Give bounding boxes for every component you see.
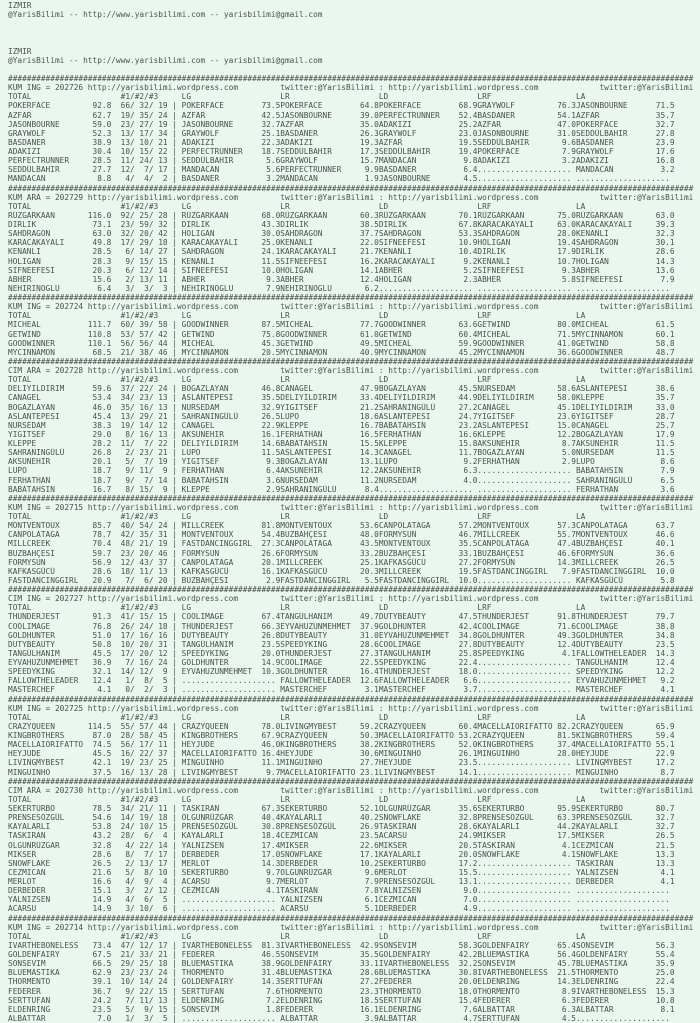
column-header-line: TOTAL #1/#2/#3 LG LR LD LRF LA	[8, 512, 586, 521]
column-header-line: TOTAL #1/#2/#3 LG LR LD LRF LA	[8, 931, 586, 941]
section-kum-ing-202715	[8, 494, 700, 585]
table-row: SPEEDYKING 32.1 14/ 12/ 9 | EYVAHUZUNMEHMET 10.3GOLDHUNTER 16.4THUNDERJEST 18.0.................... SPEEDYKING 12.2	[8, 667, 675, 677]
table-row: SONSEVIM 66.5 29/ 25/ 18 | BLUEMASTIKA 38.9GOLDENFAIRY 33.1IVARTHEBONELESS 32.2SONSEVIM 45.7BLUEMASTIKA 35.9	[8, 959, 675, 969]
separator-line: ##################################################################################################################################################	[8, 493, 694, 503]
table-row: KAFKASGÜCÜ 28.6 18/ 11/ 13 | KAFKASGÜCÜ 16.1KAFKASGÜCÜ 20.3MILLCREEK 19.5FASTDANCINGGIRL 7.9FASTDANCINGGIRL 10.0	[8, 566, 675, 576]
separator-line: ##################################################################################################################################################	[8, 74, 694, 83]
table-row: ACARSU 14.9 3/ 10/ 6 | .................... ACARSU 5.1DERBEDER 4.9.................... ....................	[8, 904, 675, 914]
table-row: KINGBROTHERS 87.0 28/ 58/ 45 | KINGBROTHERS 67.9CRAZYQUEEN 50.3MACELLAIORIFATTO 53.2CRAZYQUEEN 81.5KINGBROTHERS 59.4	[8, 731, 675, 740]
table-row: PRENSESÖZGÜL 54.6 14/ 19/ 18 | OLGUNRÜZGAR 40.4KAYALARLI 40.2SNOWFLAKE 32.8PRENSESÖZGÜL 63.3PRENSESÖZGÜL 32.7	[8, 813, 675, 823]
table-row: TASKIRAN 43.2 28/ 6/ 4 | KAYALARLI 18.4CEZMICAN 23.5ACARSU 24.9MIKSER 17.5MIKSER 26.5	[8, 831, 675, 841]
section-title-line: KUM ING = 202725 http://yarisbilimi.wordpress.com twitter:@YarisBilimi : http://yarisbilimi.wordpress.com twitter:@YarisBilimi	[8, 703, 694, 713]
table-row: HEYJUDE 45.5 16/ 22/ 37 | MACELLAIORIFATTO 16.4HEYJUDE 30.6MINGUINHO 26.1MINGUINHO 28.0HEYJUDE 22.9	[8, 749, 675, 759]
blank-line	[8, 65, 700, 74]
table-row: AZFAR 62.7 19/ 35/ 24 | AZFAR 42.5JASONBOURNE 39.0PERFECTRUNNER 52.4BASDANER 54.1AZFAR 35.7	[8, 110, 675, 120]
table-row: DUTYBEAUTY 50.8 10/ 20/ 31 | TANGÜLHANIM 23.5SPEEDYKING 28.6COOLIMAGE 27.8DUTYBEAUTY 12.4DUTYBEAUTY 23.5	[8, 639, 675, 649]
table-row: THORMENTO 39.1 10/ 14/ 24 | GOLDENFAIRY 14.3SERTTUFAN 27.2FEDERER 20.0ELDENRING 14.3ELDENRING 22.4	[8, 977, 675, 987]
table-row: BUZBAHÇESI 59.7 23/ 20/ 46 | FORMYSUN 26.6FORMYSUN 33.2BUZBAHÇESI 33.1BUZBAHÇESI 46.6FORMYSUN 36.6	[8, 548, 675, 558]
section-title-line: KUM ING = 202715 http://yarisbilimi.wordpress.com twitter:@YarisBilimi : http://yarisbilimi.wordpress.com twitter:@YarisBilimi	[8, 502, 694, 512]
table-row: GOODWINNER 110.1 56/ 56/ 44 | MICHEAL 45.3GETWIND 49.5MICHEAL 59.9GOODWINNER 41.0GETWIND 58.8	[8, 338, 675, 348]
table-row: KENANLI 28.5 6/ 14/ 27 | SAHDRAGON 24.1KARACAKAYALI 21.7KENANLI 10.4DIRLIK 17.9DIRLIK 28.6	[8, 247, 675, 257]
table-row: KLEPPE 28.2 11/ 7/ 22 | DELIYILDIRIM 14.6BABATAHSIN 15.5KLEPPE 15.8AKSUNEHIR 8.7AKSUNEHIR 11.5	[8, 439, 675, 448]
table-row: DELIYILDIRIM 59.6 37/ 22/ 24 | BOGAZLAYAN 46.8CANAGEL 47.9BOGAZLAYAN 45.5NURSEDAM 58.6ASLANTEPESI 38.6	[8, 384, 675, 394]
table-row: DIRLIK 73.1 23/ 59/ 32 | DIRLIK 43.3DIRLIK 38.5DIRLIK 67.8KARACAKAYALI 63.0KARACAKAYALI 39.3	[8, 220, 675, 229]
table-row: LIVINGMYBEST 42.1 19/ 23/ 25 | MINGUINHO 11.1MINGUINHO 27.7HEYJUDE 23.5.................... LIVINGMYBEST 17.2	[8, 758, 675, 768]
table-row: BLUEMASTIKA 62.9 23/ 23/ 24 | THORMENTO 31.4BLUEMASTIKA 28.6BLUEMASTIKA 30.8IVARTHEBONELESS 21.5THORMENTO 25.0	[8, 968, 675, 978]
table-row: FORMYSUN 56.9 12/ 43/ 37 | CANPOLATAGA 20.1MILLCREEK 25.1KAFKASGÜCÜ 27.2FORMYSUN 14.3MILLCREEK 26.5	[8, 557, 675, 567]
table-row: HOLIGAN 28.3 9/ 15/ 15 | KENANLI 11.5SIFNEEFESI 16.2KARACAKAYALI 9.2KENANLI 10.7HOLIGAN 14.3	[8, 256, 675, 266]
separator-line: ##################################################################################################################################################	[8, 913, 694, 923]
table-row: FASTDANCINGGIRL 20.9 7/ 6/ 20 | BUZBAHÇESI 2.9FASTDANCINGGIRL 5.5FASTDANCINGGIRL 10.0.................... KAFKASGÜCÜ 5.8	[8, 575, 675, 585]
table-row: FERHATHAN 18.7 9/ 7/ 14 | BABATAHSIN 3.6NURSEDAM 11.2NURSEDAM 4.0.................... SAHRANINGÜLÜ 6.5	[8, 475, 675, 485]
table-row: GETWIND 110.8 53/ 57/ 42 | GETWIND 75.8GOODWINNER 61.0GETWIND 60.4MICHEAL 71.5MYCINNAMON 60.1	[8, 329, 675, 339]
section-title-line: KUM ING = 202724 http://yarisbilimi.wordpress.com twitter:@YarisBilimi : http://yarisbilimi.wordpress.com twitter:@YarisBilimi	[8, 302, 694, 312]
section-title-line: CIM ARA = 202728 http://yarisbilimi.wordpress.com twitter:@YarisBilimi : http://yarisbilimi.wordpress.com twitter:@YarisBilimi	[8, 366, 694, 375]
section-title-line: KUM ING = 202714 http://yarisbilimi.wordpress.com twitter:@YarisBilimi : http://yarisbilimi.wordpress.com twitter:@YarisBilimi	[8, 922, 694, 932]
column-header-line: TOTAL #1/#2/#3 LG LR LD LRF LA	[8, 712, 586, 722]
section-kum-ing-202725	[8, 695, 700, 777]
table-row: ABHER 15.6 2/ 13/ 11 | ABHER 9.3ABHER 12.4HOLIGAN 2.3ABHER 5.8SIFNEEFESI 7.9	[8, 274, 675, 284]
table-row: ASLANTEPESI 45.4 13/ 29/ 21 | SAHRANINGÜLÜ 26.5LUPO 18.6ASLANTEPESI 24.7YIGITSEF 23.6YIGITSEF 28.7	[8, 411, 675, 421]
table-row: SERTTUFAN 24.2 7/ 11/ 13 | ELDENRING 7.2ELDENRING 18.5SERTTUFAN 15.4FEDERER 6.3FEDERER 10.8	[8, 995, 675, 1005]
contact-line: @YarisBilimi -- http://www.yarisbilimi.com -- yarisbilimi@gmail.com	[8, 10, 323, 20]
table-row: ADAKIZI 30.4 10/ 15/ 22 | PERFECTRUNNER 18.7SEDDÜLBAHIR 17.3SEDDÜLBAHIR 19.4POKERFACE 7.9GRAYWOLF 17.6	[8, 147, 675, 156]
table-row: SAHRANINGÜLÜ 26.8 2/ 23/ 21 | LUPO 11.5ASLANTEPESI 14.3CANAGEL 11.7BOGAZLAYAN 5.0NURSEDAM 11.5	[8, 448, 675, 458]
column-header-line: TOTAL #1/#2/#3 LG LR LD LRF LA	[8, 201, 586, 211]
table-row: JASONBOURNE 59.0 23/ 27/ 19 | JASONBOURNE 32.7AZFAR 35.0ADAKIZI 25.2AZFAR 47.0POKERFACE 32.7	[8, 119, 675, 129]
report-sections	[8, 74, 700, 1023]
separator-line: ##################################################################################################################################################	[8, 694, 694, 704]
city-title: IZMIR	[8, 1, 32, 10]
column-header-line: TOTAL #1/#2/#3 LG LR LD LRF LA	[8, 92, 586, 102]
table-row: NURSEDAM 38.3 19/ 14/ 12 | CANAGEL 22.9KLEPPE 16.7BABATAHSIN 23.2ASLANTEPESI 15.0CANAGEL 25.7	[8, 420, 675, 430]
table-row: ALBATTAR 7.0 1/ 3/ 5 | .................... ALBATTAR 3.9ALBATTAR 4.7SERTTUFAN 4.5....................	[8, 1013, 675, 1023]
table-row: ELDENRING 23.5 5/ 9/ 15 | SONSEVIM 1.8FEDERER 16.1ELDENRING 7.6ALBATTAR 6.3ALBATTAR 8.1	[8, 1004, 675, 1014]
column-header-line: TOTAL #1/#2/#3 LG LR LD LRF LA	[8, 311, 586, 321]
table-row: MANDACAN 8.8 4/ 4/ 2 | BASDANER 3.2MANDACAN 1.9JASONBOURNE 4.5.................... ....................	[8, 174, 675, 184]
blank-line	[8, 38, 700, 47]
separator-line: ##################################################################################################################################################	[8, 776, 694, 786]
table-row: SEDDÜLBAHIR 27.7 12/ 7/ 17 | MANDACAN 5.6PERFECTRUNNER 9.9BASDANER 6.4.................... MANDACAN 3.2	[8, 165, 675, 175]
table-row: MYCINNAMON 68.5 21/ 38/ 46 | MYCINNAMON 20.5MYCINNAMON 40.9MYCINNAMON 45.2MYCINNAMON 36.6GOODWINNER 48.7	[8, 347, 675, 357]
section-title-line: CIM ING = 202727 http://yarisbilimi.wordpress.com twitter:@YarisBilimi : http://yarisbilimi.wordpress.com twitter:@YarisBilimi	[8, 594, 694, 604]
table-row: POKERFACE 92.8 66/ 32/ 19 | POKERFACE 73.5POKERFACE 64.8POKERFACE 68.9GRAYWOLF 76.3JASONBOURNE 71.5	[8, 101, 675, 111]
table-row: PERFECTRUNNER 28.5 11/ 24/ 13 | SEDDÜLBAHIR 5.6GRAYWOLF 15.7MANDACAN 9.8ADAKIZI 3.2ADAKIZI 16.8	[8, 156, 675, 166]
section-cim-ara-202730	[8, 777, 700, 914]
section-kum-ara-202729	[8, 184, 700, 294]
table-row: BOGAZLAYAN 46.0 35/ 16/ 13 | NURSEDAM 32.9YIGITSEF 21.2SAHRANINGÜLÜ 27.2CANAGEL 45.1DELIYILDIRIM 33.0	[8, 402, 675, 412]
table-row: MIKSER 28.6 8/ 7/ 17 | DERBEDER 17.0SNOWFLAKE 17.1KAYALARLI 20.0SNOWFLAKE 4.1SNOWFLAKE 13.3	[8, 849, 675, 859]
table-row: RÜZGARKAAN 116.0 92/ 25/ 28 | RÜZGARKAAN 68.0RÜZGARKAAN 60.3RÜZGARKAAN 70.1RÜZGARKAAN 75.0RÜZGARKAAN 63.0	[8, 210, 675, 220]
section-cim-ing-202727	[8, 585, 700, 695]
table-row: IVARTHEBONELESS 73.4 47/ 12/ 17 | IVARTHEBONELESS 81.3IVARTHEBONELESS 42.9SONSEVIM 58.3GOLDENFAIRY 65.4SONSEVIM 56.3	[8, 940, 675, 950]
table-row: CANPOLATAGA 78.7 42/ 35/ 31 | MONTVENTOUX 54.4BUZBAHÇESI 48.0FORMYSUN 46.7MILLCREEK 55.7MONTVENTOUX 46.6	[8, 530, 675, 540]
table-row: LUPO 18.7 9/ 11/ 9 | FERHATHAN 6.4AKSUNEHIR 12.2AKSUNEHIR 6.3.................... BABATAHSIN 7.9	[8, 466, 675, 476]
table-row: NEHIRINOGLU 6.4 3/ 3/ 3 | NEHIRINOGLU 7.9NEHIRINOGLU 6.2.................... .................... ....................	[8, 283, 675, 293]
blank-line	[8, 28, 700, 37]
table-row: MERLOT 16.6 4/ 9/ 4 | ACARSU 9.7MERLOT 7.9PRENSESÖZGÜL 13.1.................... DERBEDER 4.1	[8, 877, 675, 886]
table-row: OLGUNRÜZGAR 32.8 4/ 22/ 14 | YALNIZSEN 17.4MIKSER 22.6MIKSER 20.5TASKIRAN 4.1CEZMICAN 21.5	[8, 840, 675, 850]
contact-line: @YarisBilimi -- http://www.yarisbilimi.com -- yarisbilimi@gmail.com	[8, 55, 323, 65]
separator-line: ##################################################################################################################################################	[8, 183, 694, 193]
table-row: FALLOWTHELEADER 12.4 1/ 8/ 5 | .................... FALLOWTHELEADER 12.6FALLOWTHELEADER 6.6.................... EYVAHUZUNMEHMET 9.2	[8, 676, 675, 686]
table-row: FEDERER 36.7 9/ 22/ 15 | SERTTUFAN 7.6THORMENTO 23.3THORMENTO 18.0THORMENTO 8.9IVARTHEBONELESS 15.3	[8, 986, 675, 996]
table-row: MONTVENTOUX 85.7 40/ 54/ 24 | MILLCREEK 81.8MONTVENTOUX 53.6CANPOLATAGA 57.2MONTVENTOUX 57.3CANPOLATAGA 63.7	[8, 521, 675, 531]
table-row: GOLDHUNTER 51.0 17/ 16/ 16 | DUTYBEAUTY 26.8DUTYBEAUTY 31.0EYVAHUZUNMEHMET 34.8GOLDHUNTER 49.3GOLDHUNTER 34.8	[8, 630, 675, 640]
table-row: DERBEDER 15.1 3/ 2/ 12 | CEZMICAN 4.1TASKIRAN 7.8YALNIZSEN 9.0.................... ....................	[8, 886, 675, 896]
city-title: IZMIR	[8, 46, 32, 56]
table-row: MASTERCHEF 4.1 0/ 2/ 3 | .................... MASTERCHEF 3.1MASTERCHEF 3.7.................... MASTERCHEF 4.1	[8, 685, 675, 695]
table-row: SAHDRAGON 63.0 32/ 20/ 42 | HOLIGAN 30.0SAHDRAGON 37.7SAHDRAGON 53.3SAHDRAGON 28.0KENANLI 32.3	[8, 229, 675, 239]
column-header-line: TOTAL #1/#2/#3 LG LR LD LRF LA	[8, 603, 586, 613]
table-row: MILLCREEK 70.4 48/ 21/ 19 | FASTDANCINGGIRL 27.3CANPOLATAGA 43.5MONTVENTOUX 35.5CANPOLATAGA 47.4BUZBAHÇESI 40.1	[8, 539, 675, 549]
section-kum-ing-202714	[8, 914, 700, 1023]
table-row: GOLDENFAIRY 67.5 21/ 33/ 21 | FEDERER 46.5SONSEVIM 35.5GOLDENFAIRY 42.2BLUEMASTIKA 56.4GOLDENFAIRY 55.4	[8, 950, 675, 959]
section-kum-ing-202724	[8, 293, 700, 357]
table-row: TANGÜLHANIM 45.5 17/ 20/ 12 | SPEEDYKING 20.0THUNDERJEST 27.3TANGÜLHANIM 25.8SPEEDYKING 4.1FALLOWTHELEADER 14.3	[8, 648, 675, 658]
table-row: MICHEAL 111.7 60/ 39/ 58 | GOODWINNER 87.5MICHEAL 77.7GOODWINNER 63.6GETWIND 80.0MICHEAL 61.5	[8, 320, 675, 330]
section-title-line: KUM ING = 202726 http://yarisbilimi.wordpress.com twitter:@YarisBilimi : http://yarisbilimi.wordpress.com twitter:@YarisBilimi	[8, 83, 694, 93]
section-cim-ara-202728	[8, 357, 700, 494]
table-row: CRAZYQUEEN 114.5 55/ 57/ 44 | CRAZYQUEEN 78.0LIVINGMYBEST 59.2CRAZYQUEEN 60.4MACELLAIORIFATTO 82.2CRAZYQUEEN 65.9	[8, 721, 675, 731]
table-row: SIFNEEFESI 20.3 6/ 12/ 14 | SIFNEEFESI 10.0HOLIGAN 14.1ABHER 5.2SIFNEEFESI 9.3ABHER 13.6	[8, 265, 675, 275]
table-row: YALNIZSEN 14.9 4/ 6/ 5 | .................... YALNIZSEN 6.1CEZMICAN 7.0.................... ....................	[8, 895, 675, 905]
table-row: MACELLAIORIFATTO 74.5 56/ 17/ 11 | HEYJUDE 46.0KINGBROTHERS 38.2KINGBROTHERS 52.0KINGBROTHERS 37.4MACELLAIORIFATTO 55.1	[8, 740, 675, 750]
table-row: CEZMICAN 21.6 5/ 8/ 10 | SEKERTURBO 9.7OLGUNRÜZGAR 9.6MERLOT 15.5.................... YALNIZSEN 4.1	[8, 867, 675, 877]
column-header-line: TOTAL #1/#2/#3 LG LR LD LRF LA	[8, 794, 586, 804]
section-title-line: CIM ARA = 202730 http://yarisbilimi.wordpress.com twitter:@YarisBilimi : http://yarisbilimi.wordpress.com twitter:@YarisBilimi	[8, 785, 694, 795]
column-header-line: TOTAL #1/#2/#3 LG LR LD LRF LA	[8, 375, 586, 385]
table-row: BABATAHSIN 16.7 8/ 15/ 9 | KLEPPE 2.9SAHRANINGÜLÜ 8.4.................... .................... FERHATHAN 3.6	[8, 484, 675, 494]
section-kum-ing-202726	[8, 74, 700, 184]
table-row: KAYALARLI 53.8 24/ 10/ 15 | PRENSESÖZGÜL 30.8PRENSESÖZGÜL 26.9TASKIRAN 28.6KAYALARLI 44.2KAYALARLI 32.7	[8, 822, 675, 832]
table-row: GRAYWOLF 52.3 13/ 17/ 34 | GRAYWOLF 25.1BASDANER 26.3GRAYWOLF 23.0JASONBOURNE 31.0SEDDÜLBAHIR 27.8	[8, 128, 675, 138]
separator-line: ##################################################################################################################################################	[8, 585, 694, 594]
section-title-line: KUM ARA = 202729 http://yarisbilimi.wordpress.com twitter:@YarisBilimi : http://yarisbilimi.wordpress.com twitter:@YarisBilimi	[8, 192, 694, 202]
table-row: MINGUINHO 37.5 16/ 13/ 28 | LIVINGMYBEST 9.7MACELLAIORIFATTO 23.1LIVINGMYBEST 14.1.................... MINGUINHO 8.7	[8, 767, 675, 777]
table-row: SNOWFLAKE 26.5 2/ 13/ 17 | MERLOT 14.3DERBEDER 10.2SEKERTURBO 17.2.................... TASKIRAN 13.3	[8, 858, 675, 868]
table-row: SEKERTURBO 78.5 34/ 21/ 11 | TASKIRAN 67.3SEKERTURBO 52.1OLGUNRÜZGAR 35.6SEKERTURBO 95.9SEKERTURBO 80.7	[8, 804, 675, 813]
table-row: EYVAHUZUNMEHMET 36.9 7/ 16/ 24 | GOLDHUNTER 14.9COOLIMAGE 22.5SPEEDYKING 22.4.................... TANGÜLHANIM 12.4	[8, 658, 675, 667]
blank-line	[8, 19, 700, 28]
table-row: YIGITSEF 29.0 8/ 16/ 13 | AKSUNEHIR 16.1FERHATHAN 16.5FERHATHAN 16.6KLEPPE 12.2BOGAZLAYAN 17.9	[8, 429, 675, 439]
table-row: KARACAKAYALI 49.8 17/ 29/ 18 | KARACAKAYALI 25.0KENANLI 22.0SIFNEEFESI 10.9HOLIGAN 19.4SAHDRAGON 30.1	[8, 238, 675, 248]
separator-line: ##################################################################################################################################################	[8, 293, 694, 302]
table-row: COOLIMAGE 76.8 26/ 24/ 18 | THUNDERJEST 66.3EYVAHUZUNMEHMET 37.9GOLDHUNTER 42.4COOLIMAGE 71.6COOLIMAGE 38.8	[8, 621, 675, 631]
table-row: BASDANER 38.9 13/ 10/ 21 | ADAKIZI 22.3ADAKIZI 19.3AZFAR 19.5SEDDÜLBAHIR 9.6BASDANER 23.9	[8, 137, 675, 147]
separator-line: ##################################################################################################################################################	[8, 356, 694, 366]
table-row: CANAGEL 53.4 34/ 23/ 13 | ASLANTEPESI 35.5DELIYILDIRIM 33.4DELIYILDIRIM 44.9DELIYILDIRIM 58.0KLEPPE 35.7	[8, 393, 675, 403]
table-row: AKSUNEHIR 20.1 5/ 7/ 19 | YIGITSEF 9.3BOGAZLAYAN 13.1LUPO 9.2FERHATHAN 2.9LUPO 8.6	[8, 457, 675, 467]
table-row: THUNDERJEST 91.3 41/ 15/ 15 | COOLIMAGE 67.4TANGÜLHANIM 49.7DUTYBEAUTY 47.5THUNDERJEST 91.8THUNDERJEST 79.7	[8, 612, 675, 622]
